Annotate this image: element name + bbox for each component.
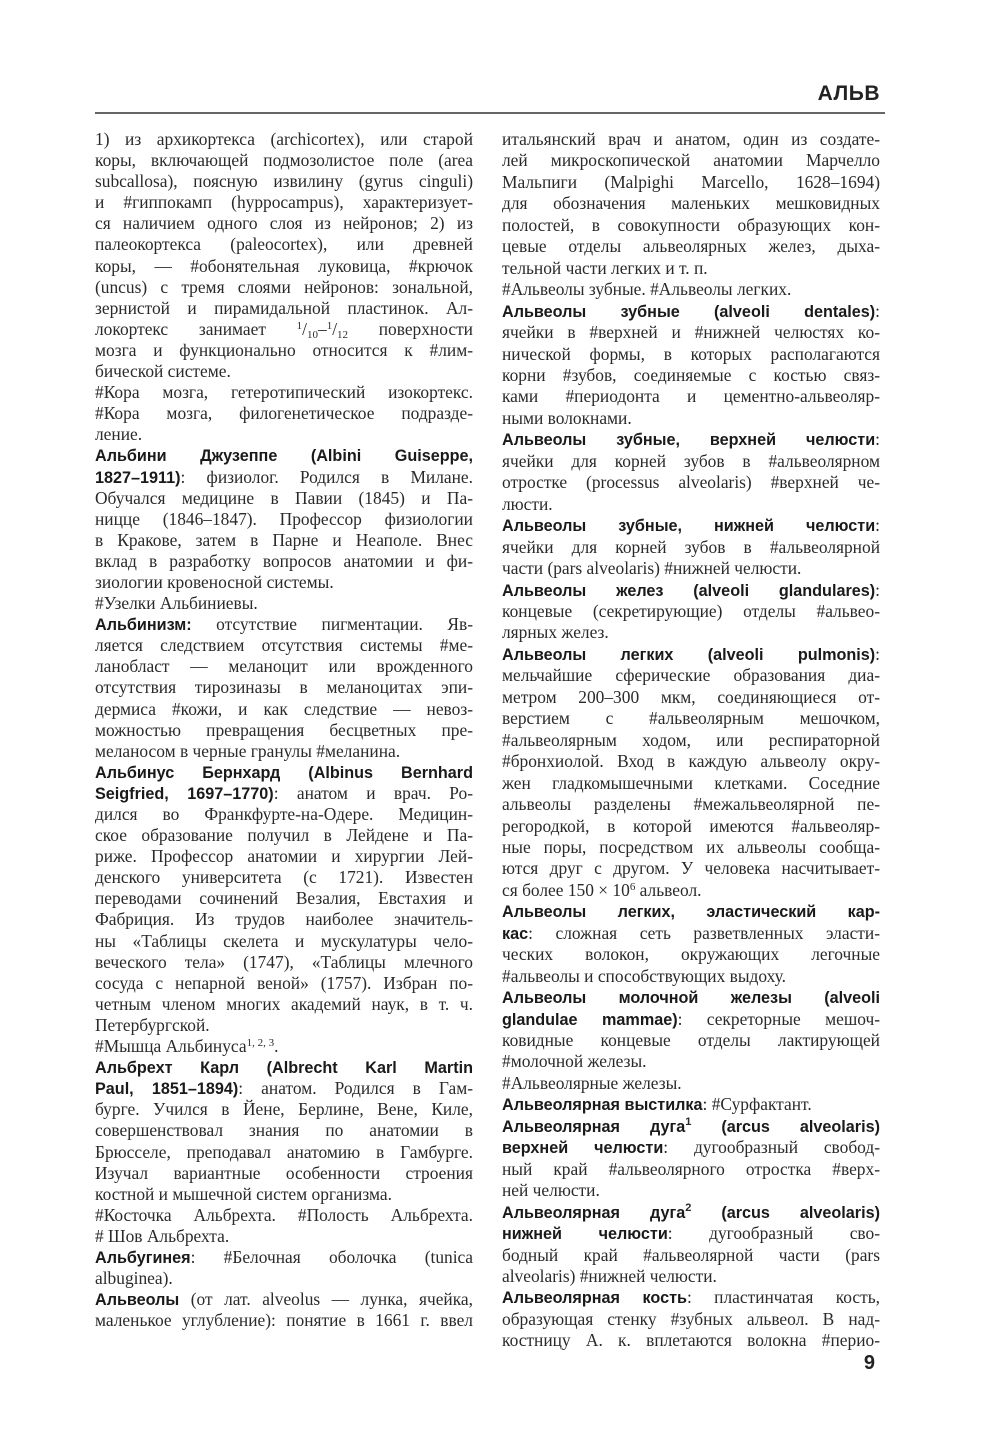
line-text: отсутствия тирозиназы в меланоцитах эпи- [95, 677, 473, 698]
left-column [95, 129, 473, 1331]
headword: (arcus alveolaris) [691, 1117, 880, 1136]
text-line [502, 858, 880, 879]
dictionary-entry [502, 1116, 880, 1202]
line-text: ление. [95, 424, 143, 445]
line-text: ны «Таблицы скелета и мускулатуры чело- [95, 930, 473, 951]
line-text: отсутствие пигментации. Яв- [191, 614, 473, 635]
text-line [502, 773, 880, 794]
line-text: ячейки в #верхней и #нижней челюстях ко- [502, 322, 880, 343]
text-line [95, 129, 473, 150]
text-line [502, 408, 880, 429]
line-text: : дугообразный сво- [667, 1223, 880, 1244]
text-line [95, 909, 473, 930]
line-text: вклад в разработку вопросов анатомии и фи- [95, 550, 473, 571]
line-text: веческого тела» (1747), «Таблицы млечного [95, 951, 473, 972]
headword: 1827–1911) [95, 468, 181, 487]
line-text: зиологии кровеносной системы. [95, 571, 334, 592]
text-line [95, 277, 473, 298]
dictionary-entry [95, 1057, 473, 1205]
text-line [502, 1223, 880, 1244]
line-text: ское образование получил в Лейдене и Па- [95, 825, 473, 846]
text-line [95, 424, 473, 445]
text-line [502, 1245, 880, 1266]
line-text: совершенствовал знания по анатомии в [95, 1120, 473, 1141]
headword: Альбрехт Карл (Albrecht Karl Martin [95, 1059, 473, 1078]
text-line [502, 1202, 880, 1223]
text-line [95, 319, 473, 340]
line-text: ся более 150 × 10 [502, 879, 630, 900]
superscript: 1 [685, 1115, 692, 1128]
dictionary-entry [502, 987, 880, 1073]
text-line [95, 1036, 473, 1057]
dictionary-entry [502, 301, 880, 430]
header-rule [95, 112, 885, 114]
line-text: Мальпиги (Malpighi Marcello, 1628–1694) [502, 171, 880, 192]
text-line [502, 537, 880, 558]
line-text: : [875, 429, 880, 450]
text-line [502, 923, 880, 944]
text-line [95, 445, 473, 466]
line-text: #альвеолярным ходом, или респираторной [502, 729, 880, 750]
line-text: люсти. [502, 493, 553, 514]
text-line [502, 880, 880, 901]
line-text: и #гиппокамп (hyppocampus), характеризует- [95, 192, 473, 213]
line-text: альвеолы разделены #межальвеолярной пе- [502, 794, 880, 815]
text-line [502, 665, 880, 686]
dictionary-entry [502, 1202, 880, 1288]
line-text: ный край #альвеолярного отростка #верх- [502, 1158, 880, 1179]
subscript: 10 [306, 328, 318, 341]
text-line [502, 1309, 880, 1330]
line-text: (от лат. alveolus — лунка, ячейка, [179, 1289, 473, 1310]
line-text: поверхности [348, 318, 473, 339]
line-text: метром 200–300 мкм, соединяющиеся от- [502, 686, 880, 707]
headword: Альвеолярная дуга [502, 1203, 686, 1222]
line-text: / [302, 318, 307, 339]
text-line [95, 1310, 473, 1331]
line-text: регородкой, в которой имеются #альвеоляр- [502, 815, 880, 836]
text-line [502, 1137, 880, 1158]
line-text: : #Сурфактант. [702, 1094, 812, 1115]
line-text: #молочной железы. [502, 1051, 647, 1072]
dictionary-entry [502, 1073, 880, 1094]
line-text: alveolaris) #нижней челюсти. [502, 1266, 717, 1287]
dictionary-entry [95, 129, 473, 382]
line-text: дермиса #кожи, и как следствие — невоз- [95, 698, 473, 719]
text-line [95, 656, 473, 677]
line-text: albuginea). [95, 1268, 173, 1289]
dictionary-entry [502, 1287, 880, 1351]
line-text: переводами сочинений Везалия, Евстахия и [95, 888, 473, 909]
line-text: бурге. Учился в Йене, Берлине, Вене, Киле, [95, 1099, 473, 1120]
headword: Альвеолярная выстилка [502, 1096, 703, 1115]
line-text: концевые (секретирующие) отделы #альвео- [502, 600, 880, 621]
line-text: для обозначения маленьких мешковидных [502, 193, 880, 214]
line-text: 1) из архикортекса (archicortex), или старой [95, 129, 473, 149]
text-line [502, 1180, 880, 1201]
line-text: денского университета (с 1721). Известен [95, 867, 473, 888]
text-line [502, 1330, 880, 1351]
line-text: четным членом многих академий наук, в т. ч. [95, 993, 473, 1014]
text-line [502, 472, 880, 493]
text-line [95, 551, 473, 572]
dictionary-entry [502, 429, 880, 515]
text-line [95, 171, 473, 192]
text-line [502, 580, 880, 601]
text-line [95, 213, 473, 234]
line-text: (uncus) с тремя слоями нейронов: зональной, [95, 276, 473, 297]
line-text: верстием с #альвеолярным мешочком, [502, 708, 880, 729]
line-text: меланосом в черные гранулы #меланина. [95, 740, 401, 761]
line-text: итальянский врач и анатом, один из создате- [502, 129, 880, 149]
line-text: лярных желез. [502, 622, 609, 643]
text-line [502, 236, 880, 257]
text-line [95, 994, 473, 1015]
line-text: ческих волокон, окружающих легочные [502, 944, 880, 965]
text-line [95, 1120, 473, 1141]
headword: Альвеолы зубные, верхней челюсти [502, 431, 876, 450]
line-text: # Шов Альбрехта. [95, 1225, 230, 1246]
text-line [95, 1184, 473, 1205]
text-line [95, 741, 473, 762]
dictionary-entry [502, 129, 880, 279]
text-line [502, 1073, 880, 1094]
line-text: Брюсселе, преподавал анатомию в Гамбурге. [95, 1141, 473, 1162]
line-text: тельной части легких и т. п. [502, 257, 708, 278]
line-text: ней челюсти. [502, 1180, 600, 1201]
text-line [95, 888, 473, 909]
text-line [502, 301, 880, 322]
text-line [502, 687, 880, 708]
superscript: 1 [296, 319, 303, 332]
text-line [95, 256, 473, 277]
line-text: / [332, 318, 338, 339]
text-line [502, 601, 880, 622]
line-text: можностью превращения бесцветных пре- [95, 719, 473, 740]
text-line [502, 751, 880, 772]
line-text: ками #периодонта и цементно-альвеоляр- [502, 386, 880, 407]
text-line [502, 429, 880, 450]
line-text: : [875, 300, 880, 321]
line-text: Петербургской. [95, 1014, 210, 1035]
text-line [502, 193, 880, 214]
line-text: #Мышца Альбинуса [95, 1036, 247, 1057]
headword: Альвеолы легких, эластический кар- [502, 903, 880, 922]
headword: Альбинус Бернхард (Albinus Bernhard [95, 763, 473, 782]
text-line [502, 1051, 880, 1072]
text-line [502, 215, 880, 236]
text-line [502, 172, 880, 193]
headword: Альвеолы легких (alveoli pulmonis) [502, 645, 876, 664]
text-line [95, 1015, 473, 1036]
text-line [502, 1009, 880, 1030]
text-line [95, 403, 473, 424]
text-line [95, 593, 473, 614]
dictionary-entry [95, 1205, 473, 1247]
line-text: в Кракове, затем в Парне и Неаполе. Внес [95, 529, 473, 550]
line-text: коры, — #обонятельная луковица, #крючок [95, 255, 473, 276]
text-line [502, 622, 880, 643]
line-text: ячейки для корней зубов в #альвеолярной [502, 536, 880, 557]
text-line [502, 1159, 880, 1180]
dictionary-entry [502, 580, 880, 644]
headword: Альвеолы [95, 1291, 180, 1310]
line-text: жен гладкомышечными клетками. Соседние [502, 772, 880, 793]
line-text: subcallosa), поясную извилину (gyrus cinguli) [95, 171, 473, 192]
line-text: #альвеолы и способствующих выдоху. [502, 965, 786, 986]
superscript: 1, 2, 3 [246, 1037, 275, 1050]
line-text: корни #зубов, соединяемые с костью связ- [502, 364, 880, 385]
line-text: ланобласт — меланоцит или врожденного [95, 656, 473, 677]
line-text: #Кора мозга, филогенетическое подразде- [95, 403, 473, 424]
line-text: #бронхиолой. Вход в каждую альвеолу окру- [502, 751, 880, 772]
text-line [502, 344, 880, 365]
dictionary-entry [95, 1289, 473, 1331]
line-text: : дугообразный свобод- [663, 1137, 881, 1158]
line-text: палеокортекса (paleocortex), или древней [95, 234, 473, 255]
line-text: #Кора мозга, гетеротипический изокортекс. [95, 382, 473, 403]
line-text: костной и мышечной систем организма. [95, 1183, 392, 1204]
text-line [502, 1266, 880, 1287]
dictionary-entry [502, 279, 880, 300]
text-line [95, 931, 473, 952]
text-line [95, 1205, 473, 1226]
dictionary-entry [95, 1036, 473, 1057]
text-line [95, 846, 473, 867]
text-line [502, 987, 880, 1008]
text-line [95, 952, 473, 973]
line-text: маленькое углубление): понятие в 1661 г. ввел [95, 1310, 473, 1331]
headword: верхней челюсти [502, 1139, 664, 1158]
text-line [95, 1226, 473, 1247]
text-line [502, 515, 880, 536]
line-text: : [875, 643, 880, 664]
text-line [95, 825, 473, 846]
headword: Альвеолы зубные (alveoli dentales) [502, 302, 876, 321]
text-line [502, 730, 880, 751]
line-text: #Альвеолы зубные. #Альвеолы легких. [502, 279, 792, 300]
line-text: Изучал вариантные особенности строения [95, 1162, 473, 1183]
text-line [95, 488, 473, 509]
line-text: ковидные концевые отделы лактирующей [502, 1030, 880, 1051]
dictionary-entry [95, 382, 473, 445]
line-text: #Косточка Альбрехта. #Полость Альбрехта. [95, 1204, 473, 1225]
line-text: ницце (1846–1847). Профессор физиологии [95, 508, 473, 529]
line-text: части (pars alveolaris) #нижней челюсти. [502, 558, 802, 579]
line-text: : анатом и врач. Ро- [273, 782, 473, 803]
text-line [502, 944, 880, 965]
line-text: мельчайшие сферические образования диа- [502, 665, 880, 686]
text-line [95, 635, 473, 656]
text-line [95, 1163, 473, 1184]
line-text: сосуда с непарной веной» (1757). Избран по- [95, 972, 473, 993]
subscript: 12 [337, 328, 349, 341]
text-line [95, 783, 473, 804]
line-text: ные поры, посредством их альвеолы сообща- [502, 836, 880, 857]
text-line [502, 1116, 880, 1137]
line-text: мозга и функционально относится к #лим- [95, 339, 473, 360]
headword: Альбинизм: [95, 616, 192, 635]
headword: Альбугинея [95, 1248, 191, 1267]
line-text: : пластинчатая кость, [686, 1287, 881, 1308]
text-line [502, 279, 880, 300]
line-text: отростке (processus alveolaris) #верхней че- [502, 472, 880, 493]
line-text: #Узелки Альбиниевы. [95, 593, 258, 614]
line-text: лей микроскопической анатомии Марчелло [502, 150, 880, 171]
line-text: полостей, в совокупности образующих кон- [502, 214, 880, 235]
line-text: ными волокнами. [502, 407, 632, 428]
dictionary-entry [502, 1094, 880, 1115]
text-line [95, 677, 473, 698]
line-text: : #Белочная оболочка (tunica [190, 1246, 473, 1267]
line-text: локортекс занимает [95, 318, 297, 339]
superscript: 6 [629, 880, 636, 893]
text-line [95, 467, 473, 488]
text-line [95, 1289, 473, 1310]
text-line [95, 340, 473, 361]
dictionary-entry [502, 901, 880, 987]
line-text: коры, включающей подмозолистое поле (area [95, 150, 473, 171]
line-text: альвеол. [635, 879, 702, 900]
headword: Альвеолярная кость [502, 1289, 687, 1308]
text-line [502, 258, 880, 279]
text-line [95, 1099, 473, 1120]
text-line [95, 361, 473, 382]
text-line [502, 794, 880, 815]
text-line [95, 762, 473, 783]
headword: Альвеолярная дуга [502, 1117, 686, 1136]
text-line [95, 1247, 473, 1268]
line-text: зернистой и пирамидальной пластинок. Ал- [95, 297, 473, 318]
dictionary-entry [502, 515, 880, 579]
text-line [95, 804, 473, 825]
text-line [95, 509, 473, 530]
line-text: : секреторные мешоч- [677, 1008, 880, 1029]
line-text: Фабриция. Из трудов наиболее значитель- [95, 909, 473, 930]
superscript: 1 [326, 319, 333, 332]
line-text: : физиолог. Родился в Милане. [180, 466, 473, 487]
line-text: риже. Профессор анатомии и хирургии Лей- [95, 846, 473, 867]
page-number: 9 [863, 1352, 875, 1374]
text-line [502, 966, 880, 987]
line-text: : анатом. Родился в Гам- [238, 1078, 473, 1099]
headword: Альвеолы зубные, нижней челюсти [502, 517, 876, 536]
text-line [502, 837, 880, 858]
dictionary-entry [95, 593, 473, 614]
headword: кас [502, 924, 529, 943]
dictionary-entry [502, 644, 880, 901]
text-line [502, 1030, 880, 1051]
text-line [502, 494, 880, 515]
line-text: нической формы, в которых располагаются [502, 343, 880, 364]
dictionary-entry [95, 614, 473, 762]
text-line [502, 1094, 880, 1115]
superscript: 2 [685, 1201, 692, 1214]
dictionary-entry [95, 445, 473, 593]
line-text: костницу А. к. вплетаются волокна #перио- [502, 1330, 880, 1351]
text-line [95, 720, 473, 741]
text-line [502, 558, 880, 579]
headword: Paul, 1851–1894) [95, 1080, 239, 1099]
text-line [95, 1078, 473, 1099]
headword: Альвеолы желез (alveoli glandulares) [502, 581, 876, 600]
headword: (arcus alveolaris) [691, 1203, 880, 1222]
line-text: образующая стенку #зубных альвеол. В над- [502, 1308, 880, 1329]
line-text: бической системе. [95, 361, 231, 382]
headword: нижней челюсти [502, 1225, 668, 1244]
text-line [502, 451, 880, 472]
text-line [95, 234, 473, 255]
text-line [95, 614, 473, 635]
line-text: ячейки для корней зубов в #альвеолярном [502, 450, 880, 471]
headword: glandulae mammae) [502, 1010, 678, 1029]
text-line [95, 382, 473, 403]
line-text: : [875, 515, 880, 536]
text-line [95, 1142, 473, 1163]
text-line [95, 572, 473, 593]
text-line [502, 644, 880, 665]
line-text: . [274, 1036, 279, 1057]
line-text: ся наличием одного слоя из нейронов; 2) из [95, 213, 473, 234]
line-text: цевые отделы альвеолярных желез, дыха- [502, 236, 880, 257]
text-line [95, 973, 473, 994]
text-line [95, 150, 473, 171]
line-text: ляется следствием отсутствия системы #ме- [95, 635, 473, 656]
text-line [502, 1287, 880, 1308]
text-line [95, 699, 473, 720]
line-text: : [875, 579, 880, 600]
dictionary-entry [95, 762, 473, 1036]
text-line [95, 192, 473, 213]
text-line [95, 867, 473, 888]
text-line [502, 816, 880, 837]
running-head: АЛЬВ [817, 82, 880, 105]
line-text: – [317, 318, 327, 339]
line-text: #Альвеолярные железы. [502, 1072, 682, 1093]
text-line [95, 1057, 473, 1078]
line-text: дился во Франкфурте-на-Одере. Медицин- [95, 804, 473, 824]
dictionary-entry [95, 1247, 473, 1289]
line-text: бодный край #альвеолярной части (pars [502, 1244, 880, 1265]
text-line [502, 129, 880, 150]
text-line [502, 322, 880, 343]
text-line [95, 530, 473, 551]
text-line [95, 298, 473, 319]
headword: Seigfried, 1697–1770) [95, 784, 274, 803]
text-line [502, 901, 880, 922]
right-column [502, 129, 880, 1352]
headword: Альбини Джузеппе (Albini Guiseppe, [95, 447, 473, 466]
line-text: : сложная сеть разветвленных эласти- [528, 922, 880, 943]
headword: Альвеолы молочной железы (alveoli [502, 989, 880, 1008]
text-line [502, 365, 880, 386]
line-text: ются друг с другом. У человека насчитывает- [502, 858, 880, 879]
text-line [502, 150, 880, 171]
line-text: Обучался медицине в Павии (1845) и Па- [95, 487, 473, 508]
text-line [502, 708, 880, 729]
text-line [95, 1268, 473, 1289]
text-line [502, 386, 880, 407]
